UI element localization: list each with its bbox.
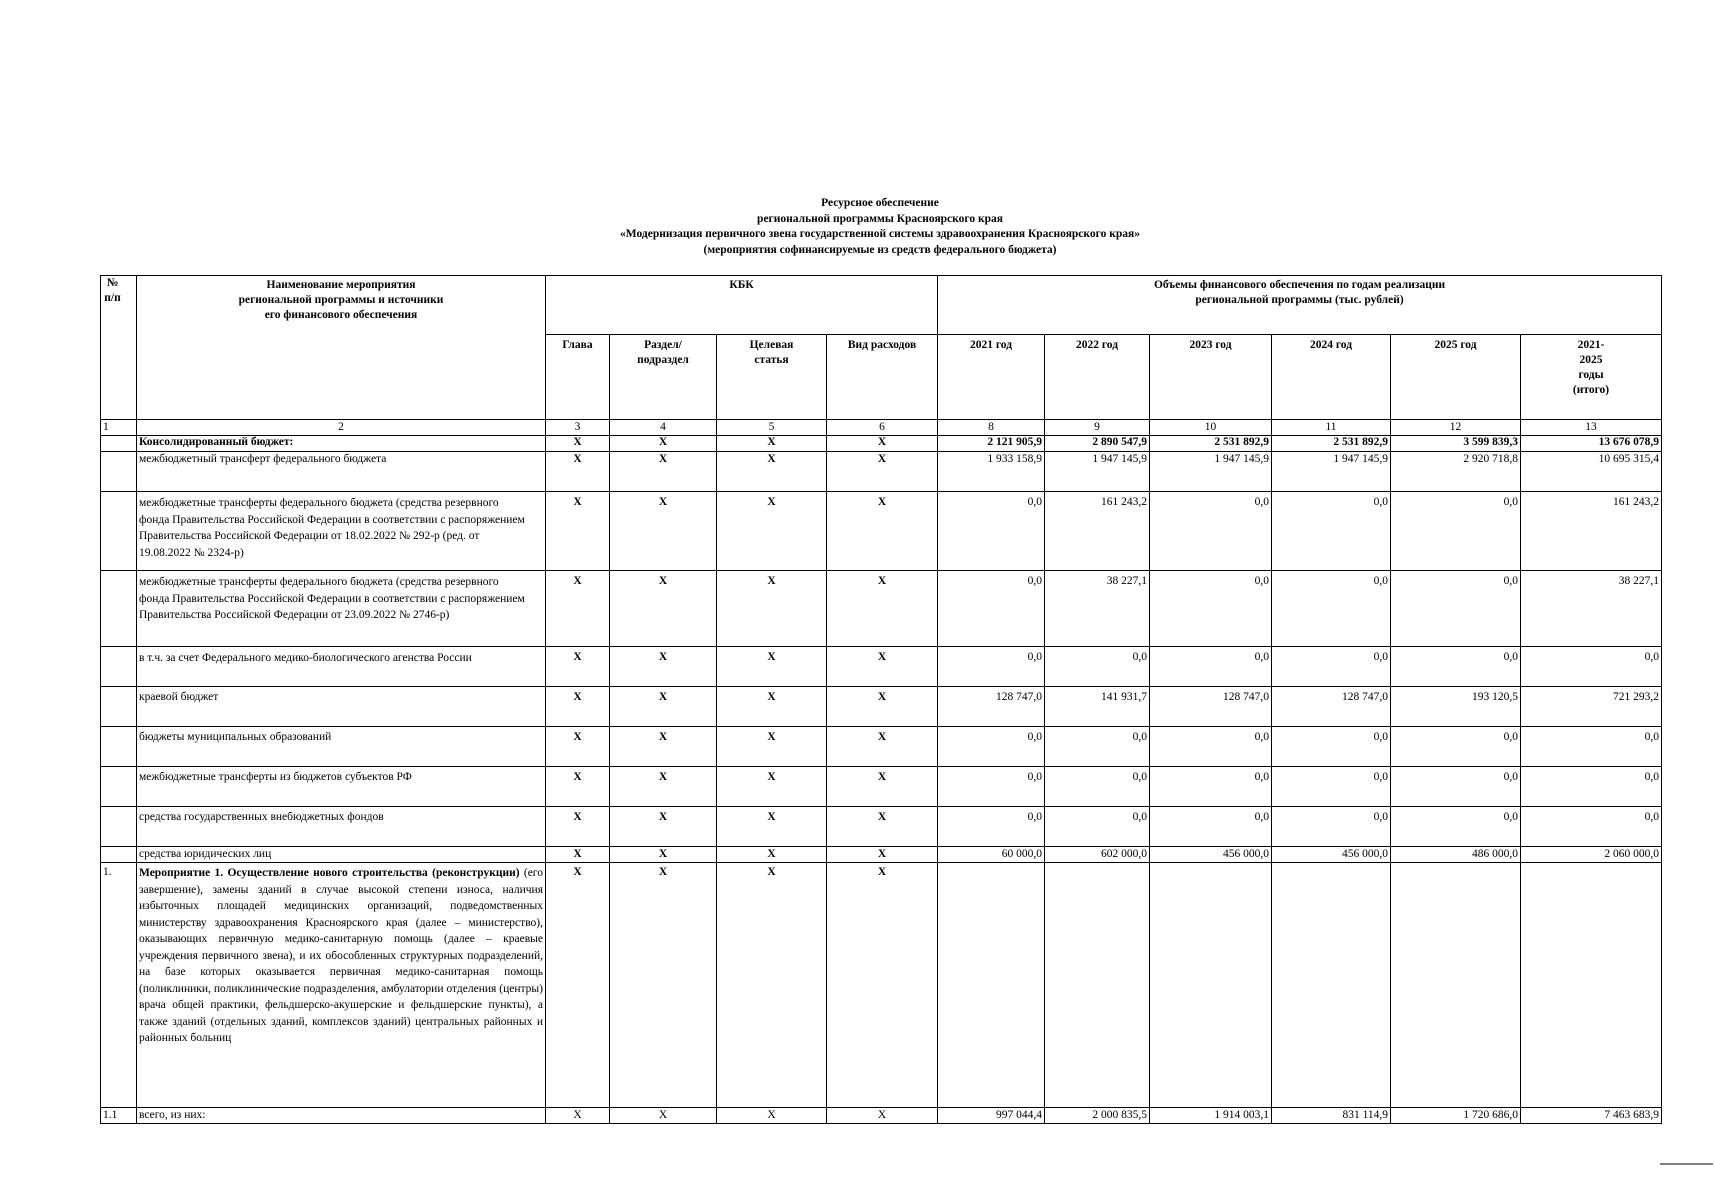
value-2025: 1 720 686,0 bbox=[1391, 1108, 1521, 1124]
title-line-4: (мероприятия софинансируемые из средств федерального бюджета) bbox=[703, 243, 1057, 256]
value-2023: 0,0 bbox=[1150, 807, 1272, 847]
kbk-razdel: X bbox=[610, 571, 717, 647]
value-2024: 0,0 bbox=[1272, 767, 1391, 807]
kbk-razdel: X bbox=[610, 436, 717, 452]
colnum: 13 bbox=[1521, 420, 1662, 436]
value-2021: 0,0 bbox=[938, 571, 1045, 647]
kbk-glava: X bbox=[546, 847, 610, 863]
value-2022: 0,0 bbox=[1045, 647, 1150, 687]
row-num: 1.1 bbox=[101, 1108, 137, 1124]
kbk-razdel: X bbox=[610, 863, 717, 1108]
value-2024: 0,0 bbox=[1272, 492, 1391, 571]
value-2021: 0,0 bbox=[938, 727, 1045, 767]
value-2022: 0,0 bbox=[1045, 727, 1150, 767]
header-name: Наименование мероприятия региональной программы и источники его финансового обеспечения bbox=[137, 276, 546, 420]
value-2025 bbox=[1391, 863, 1521, 1108]
kbk-vid: X bbox=[827, 452, 938, 492]
kbk-celevaya: X bbox=[717, 436, 827, 452]
header-2025: 2025 год bbox=[1391, 335, 1521, 420]
row-name: Консолидированный бюджет: bbox=[137, 436, 546, 452]
kbk-razdel: X bbox=[610, 847, 717, 863]
value-2024: 0,0 bbox=[1272, 807, 1391, 847]
title-line-2: региональной программы Красноярского края bbox=[757, 212, 1003, 225]
row-name: средства государственных внебюджетных фондов bbox=[137, 807, 546, 847]
corner-scan-mark bbox=[1605, 1160, 1715, 1200]
row-name: всего, из них: bbox=[137, 1108, 546, 1124]
value-total: 0,0 bbox=[1521, 647, 1662, 687]
table-row bbox=[101, 436, 1662, 452]
kbk-celevaya: X bbox=[717, 687, 827, 727]
header-total: 2021-2025 годы (итого) bbox=[1521, 335, 1662, 420]
kbk-celevaya: X bbox=[717, 452, 827, 492]
kbk-vid: X bbox=[827, 807, 938, 847]
kbk-vid: X bbox=[827, 1108, 938, 1124]
value-2023: 0,0 bbox=[1150, 767, 1272, 807]
activity-description bbox=[137, 863, 546, 1108]
table-row bbox=[101, 1108, 1662, 1124]
header-2023: 2023 год bbox=[1150, 335, 1272, 420]
table-row bbox=[101, 647, 1662, 687]
value-2021 bbox=[938, 863, 1045, 1108]
kbk-vid: X bbox=[827, 492, 938, 571]
colnum: 6 bbox=[827, 420, 938, 436]
value-2024: 128 747,0 bbox=[1272, 687, 1391, 727]
value-2023: 0,0 bbox=[1150, 647, 1272, 687]
kbk-celevaya: X bbox=[717, 1108, 827, 1124]
colnum: 12 bbox=[1391, 420, 1521, 436]
value-2024: 1 947 145,9 bbox=[1272, 452, 1391, 492]
value-2024: 0,0 bbox=[1272, 727, 1391, 767]
colnum: 11 bbox=[1272, 420, 1391, 436]
row-num: 1. bbox=[101, 863, 137, 1108]
value-2022: 602 000,0 bbox=[1045, 847, 1150, 863]
table-row bbox=[101, 492, 1662, 571]
value-2021: 1 933 158,9 bbox=[938, 452, 1045, 492]
kbk-celevaya: X bbox=[717, 847, 827, 863]
resource-table bbox=[100, 275, 1662, 1124]
value-2022: 1 947 145,9 bbox=[1045, 452, 1150, 492]
row-num bbox=[101, 687, 137, 727]
title-line-1: Ресурсное обеспечение bbox=[821, 197, 939, 209]
colnum: 1 bbox=[101, 420, 137, 436]
row-name: бюджеты муниципальных образований bbox=[137, 727, 546, 767]
header-razdel: Раздел/ подраздел bbox=[610, 335, 717, 420]
value-2022 bbox=[1045, 863, 1150, 1108]
row-num bbox=[101, 767, 137, 807]
value-2022: 38 227,1 bbox=[1045, 571, 1150, 647]
value-2023: 1 947 145,9 bbox=[1150, 452, 1272, 492]
row-num bbox=[101, 492, 137, 571]
value-2022: 0,0 bbox=[1045, 767, 1150, 807]
kbk-vid: X bbox=[827, 571, 938, 647]
kbk-celevaya: X bbox=[717, 492, 827, 571]
colnum: 9 bbox=[1045, 420, 1150, 436]
kbk-glava: X bbox=[546, 452, 610, 492]
table-row bbox=[101, 452, 1662, 492]
value-2021: 0,0 bbox=[938, 767, 1045, 807]
value-total: 13 676 078,9 bbox=[1521, 436, 1662, 452]
value-2025: 193 120,5 bbox=[1391, 687, 1521, 727]
value-2025: 2 920 718,8 bbox=[1391, 452, 1521, 492]
kbk-razdel: X bbox=[610, 807, 717, 847]
kbk-vid: X bbox=[827, 863, 938, 1108]
kbk-razdel: X bbox=[610, 647, 717, 687]
value-total: 721 293,2 bbox=[1521, 687, 1662, 727]
kbk-glava: X bbox=[546, 863, 610, 1108]
value-2025: 486 000,0 bbox=[1391, 847, 1521, 863]
kbk-razdel: X bbox=[610, 452, 717, 492]
header-row-1 bbox=[101, 276, 1662, 335]
value-total: 38 227,1 bbox=[1521, 571, 1662, 647]
value-2023 bbox=[1150, 863, 1272, 1108]
value-2023: 0,0 bbox=[1150, 571, 1272, 647]
value-2025: 0,0 bbox=[1391, 571, 1521, 647]
row-name: межбюджетные трансферты федерального бюджета (средства резервного фонда Правительства Российской Федерации в соответствии с распоряжением Правительства Российской Федерации от 23.09.2022 № 2746-р) bbox=[137, 571, 546, 647]
value-total: 161 243,2 bbox=[1521, 492, 1662, 571]
value-2025: 0,0 bbox=[1391, 807, 1521, 847]
header-kbk: КБК bbox=[546, 276, 938, 335]
value-2022: 2 890 547,9 bbox=[1045, 436, 1150, 452]
value-2022: 161 243,2 bbox=[1045, 492, 1150, 571]
value-2024: 0,0 bbox=[1272, 571, 1391, 647]
colnum: 4 bbox=[610, 420, 717, 436]
value-2025: 0,0 bbox=[1391, 492, 1521, 571]
value-2024: 831 114,9 bbox=[1272, 1108, 1391, 1124]
table-row bbox=[101, 727, 1662, 767]
kbk-razdel: X bbox=[610, 1108, 717, 1124]
kbk-vid: X bbox=[827, 647, 938, 687]
kbk-vid: X bbox=[827, 767, 938, 807]
row-name: межбюджетный трансферт федерального бюджета bbox=[137, 452, 546, 492]
kbk-razdel: X bbox=[610, 767, 717, 807]
value-total: 10 695 315,4 bbox=[1521, 452, 1662, 492]
activity-title: Мероприятие 1. Осуществление нового строительства (реконструкции) bbox=[139, 867, 520, 879]
value-2025: 0,0 bbox=[1391, 727, 1521, 767]
row-num bbox=[101, 436, 137, 452]
table-row bbox=[101, 847, 1662, 863]
row-name: межбюджетные трансферты из бюджетов субъектов РФ bbox=[137, 767, 546, 807]
kbk-celevaya: X bbox=[717, 647, 827, 687]
value-2023: 2 531 892,9 bbox=[1150, 436, 1272, 452]
header-volumes: Объемы финансового обеспечения по годам реализации региональной программы (тыс. рублей) bbox=[938, 276, 1662, 335]
value-2022: 0,0 bbox=[1045, 807, 1150, 847]
value-total bbox=[1521, 863, 1662, 1108]
row-name: средства юридических лиц bbox=[137, 847, 546, 863]
activity-text: (его завершение), замены зданий в случае высокой степени износа, наличия избыточных площадей медицинских организаций, подведомственных министерству здравоохранения Красноярского края (далее – министерство), оказывающих первичную медико-санитарную помощь (далее – краевые учреждения первичного звена), и их обособленных структурных подразделений, на базе которых оказывается первичная медико-санитарная помощь (поликлиники, поликлинические подразделения, амбулатории отделения (центры) врача общей практики, фельдшерско-акушерские и фельдшерские пункты), а также зданий (отдельных зданий, комплексов зданий) центральных районных и районных больниц bbox=[139, 867, 543, 1044]
header-2024: 2024 год bbox=[1272, 335, 1391, 420]
value-total: 7 463 683,9 bbox=[1521, 1108, 1662, 1124]
value-2025: 0,0 bbox=[1391, 767, 1521, 807]
colnum: 8 bbox=[938, 420, 1045, 436]
title-line-3: «Модернизация первичного звена государственной системы здравоохранения Красноярского края» bbox=[620, 228, 1140, 240]
kbk-razdel: X bbox=[610, 727, 717, 767]
value-2023: 456 000,0 bbox=[1150, 847, 1272, 863]
table-row bbox=[101, 863, 1662, 1108]
value-total: 0,0 bbox=[1521, 727, 1662, 767]
header-celevaya: Целевая статья bbox=[717, 335, 827, 420]
value-2021: 997 044,4 bbox=[938, 1108, 1045, 1124]
table-row bbox=[101, 687, 1662, 727]
value-2022: 2 000 835,5 bbox=[1045, 1108, 1150, 1124]
row-num bbox=[101, 647, 137, 687]
kbk-vid: X bbox=[827, 847, 938, 863]
value-2022: 141 931,7 bbox=[1045, 687, 1150, 727]
header-vid: Вид расходов bbox=[827, 335, 938, 420]
table-row bbox=[101, 571, 1662, 647]
row-num bbox=[101, 571, 137, 647]
value-2023: 1 914 003,1 bbox=[1150, 1108, 1272, 1124]
table-row bbox=[101, 807, 1662, 847]
colnum: 10 bbox=[1150, 420, 1272, 436]
kbk-glava: X bbox=[546, 767, 610, 807]
kbk-celevaya: X bbox=[717, 767, 827, 807]
kbk-celevaya: X bbox=[717, 807, 827, 847]
table-row bbox=[101, 767, 1662, 807]
colnum: 5 bbox=[717, 420, 827, 436]
kbk-glava: X bbox=[546, 727, 610, 767]
value-2021: 0,0 bbox=[938, 647, 1045, 687]
value-total: 0,0 bbox=[1521, 807, 1662, 847]
kbk-celevaya: X bbox=[717, 571, 827, 647]
kbk-glava: X bbox=[546, 647, 610, 687]
value-2023: 0,0 bbox=[1150, 492, 1272, 571]
value-2024: 0,0 bbox=[1272, 647, 1391, 687]
kbk-razdel: X bbox=[610, 492, 717, 571]
row-num bbox=[101, 452, 137, 492]
value-total: 2 060 000,0 bbox=[1521, 847, 1662, 863]
value-2024: 456 000,0 bbox=[1272, 847, 1391, 863]
kbk-glava: X bbox=[546, 492, 610, 571]
kbk-glava: X bbox=[546, 436, 610, 452]
kbk-vid: X bbox=[827, 687, 938, 727]
row-name: краевой бюджет bbox=[137, 687, 546, 727]
document-title bbox=[100, 196, 1660, 258]
colnum: 3 bbox=[546, 420, 610, 436]
kbk-vid: X bbox=[827, 436, 938, 452]
value-2025: 0,0 bbox=[1391, 647, 1521, 687]
kbk-vid: X bbox=[827, 727, 938, 767]
colnum: 2 bbox=[137, 420, 546, 436]
header-num: № п/п bbox=[101, 276, 137, 420]
kbk-celevaya: X bbox=[717, 727, 827, 767]
value-2024: 2 531 892,9 bbox=[1272, 436, 1391, 452]
kbk-glava: X bbox=[546, 571, 610, 647]
header-2021: 2021 год bbox=[938, 335, 1045, 420]
row-name: межбюджетные трансферты федерального бюджета (средства резервного фонда Правительства Российской Федерации в соответствии с распоряжением Правительства Российской Федерации от 18.02.2022 № 292-р (ред. от 19.08.2022 № 2324-р) bbox=[137, 492, 546, 571]
value-2023: 128 747,0 bbox=[1150, 687, 1272, 727]
value-2025: 3 599 839,3 bbox=[1391, 436, 1521, 452]
value-2024 bbox=[1272, 863, 1391, 1108]
value-2021: 0,0 bbox=[938, 807, 1045, 847]
row-num bbox=[101, 807, 137, 847]
kbk-glava: X bbox=[546, 807, 610, 847]
kbk-glava: X bbox=[546, 1108, 610, 1124]
header-glava: Глава bbox=[546, 335, 610, 420]
value-2021: 2 121 905,9 bbox=[938, 436, 1045, 452]
value-total: 0,0 bbox=[1521, 767, 1662, 807]
value-2023: 0,0 bbox=[1150, 727, 1272, 767]
kbk-razdel: X bbox=[610, 687, 717, 727]
kbk-glava: X bbox=[546, 687, 610, 727]
value-2021: 60 000,0 bbox=[938, 847, 1045, 863]
column-number-row bbox=[101, 420, 1662, 436]
kbk-celevaya: X bbox=[717, 863, 827, 1108]
row-num bbox=[101, 727, 137, 767]
row-num bbox=[101, 847, 137, 863]
row-name: в т.ч. за счет Федерального медико-биологического агенства России bbox=[137, 647, 546, 687]
header-2022: 2022 год bbox=[1045, 335, 1150, 420]
value-2021: 128 747,0 bbox=[938, 687, 1045, 727]
value-2021: 0,0 bbox=[938, 492, 1045, 571]
